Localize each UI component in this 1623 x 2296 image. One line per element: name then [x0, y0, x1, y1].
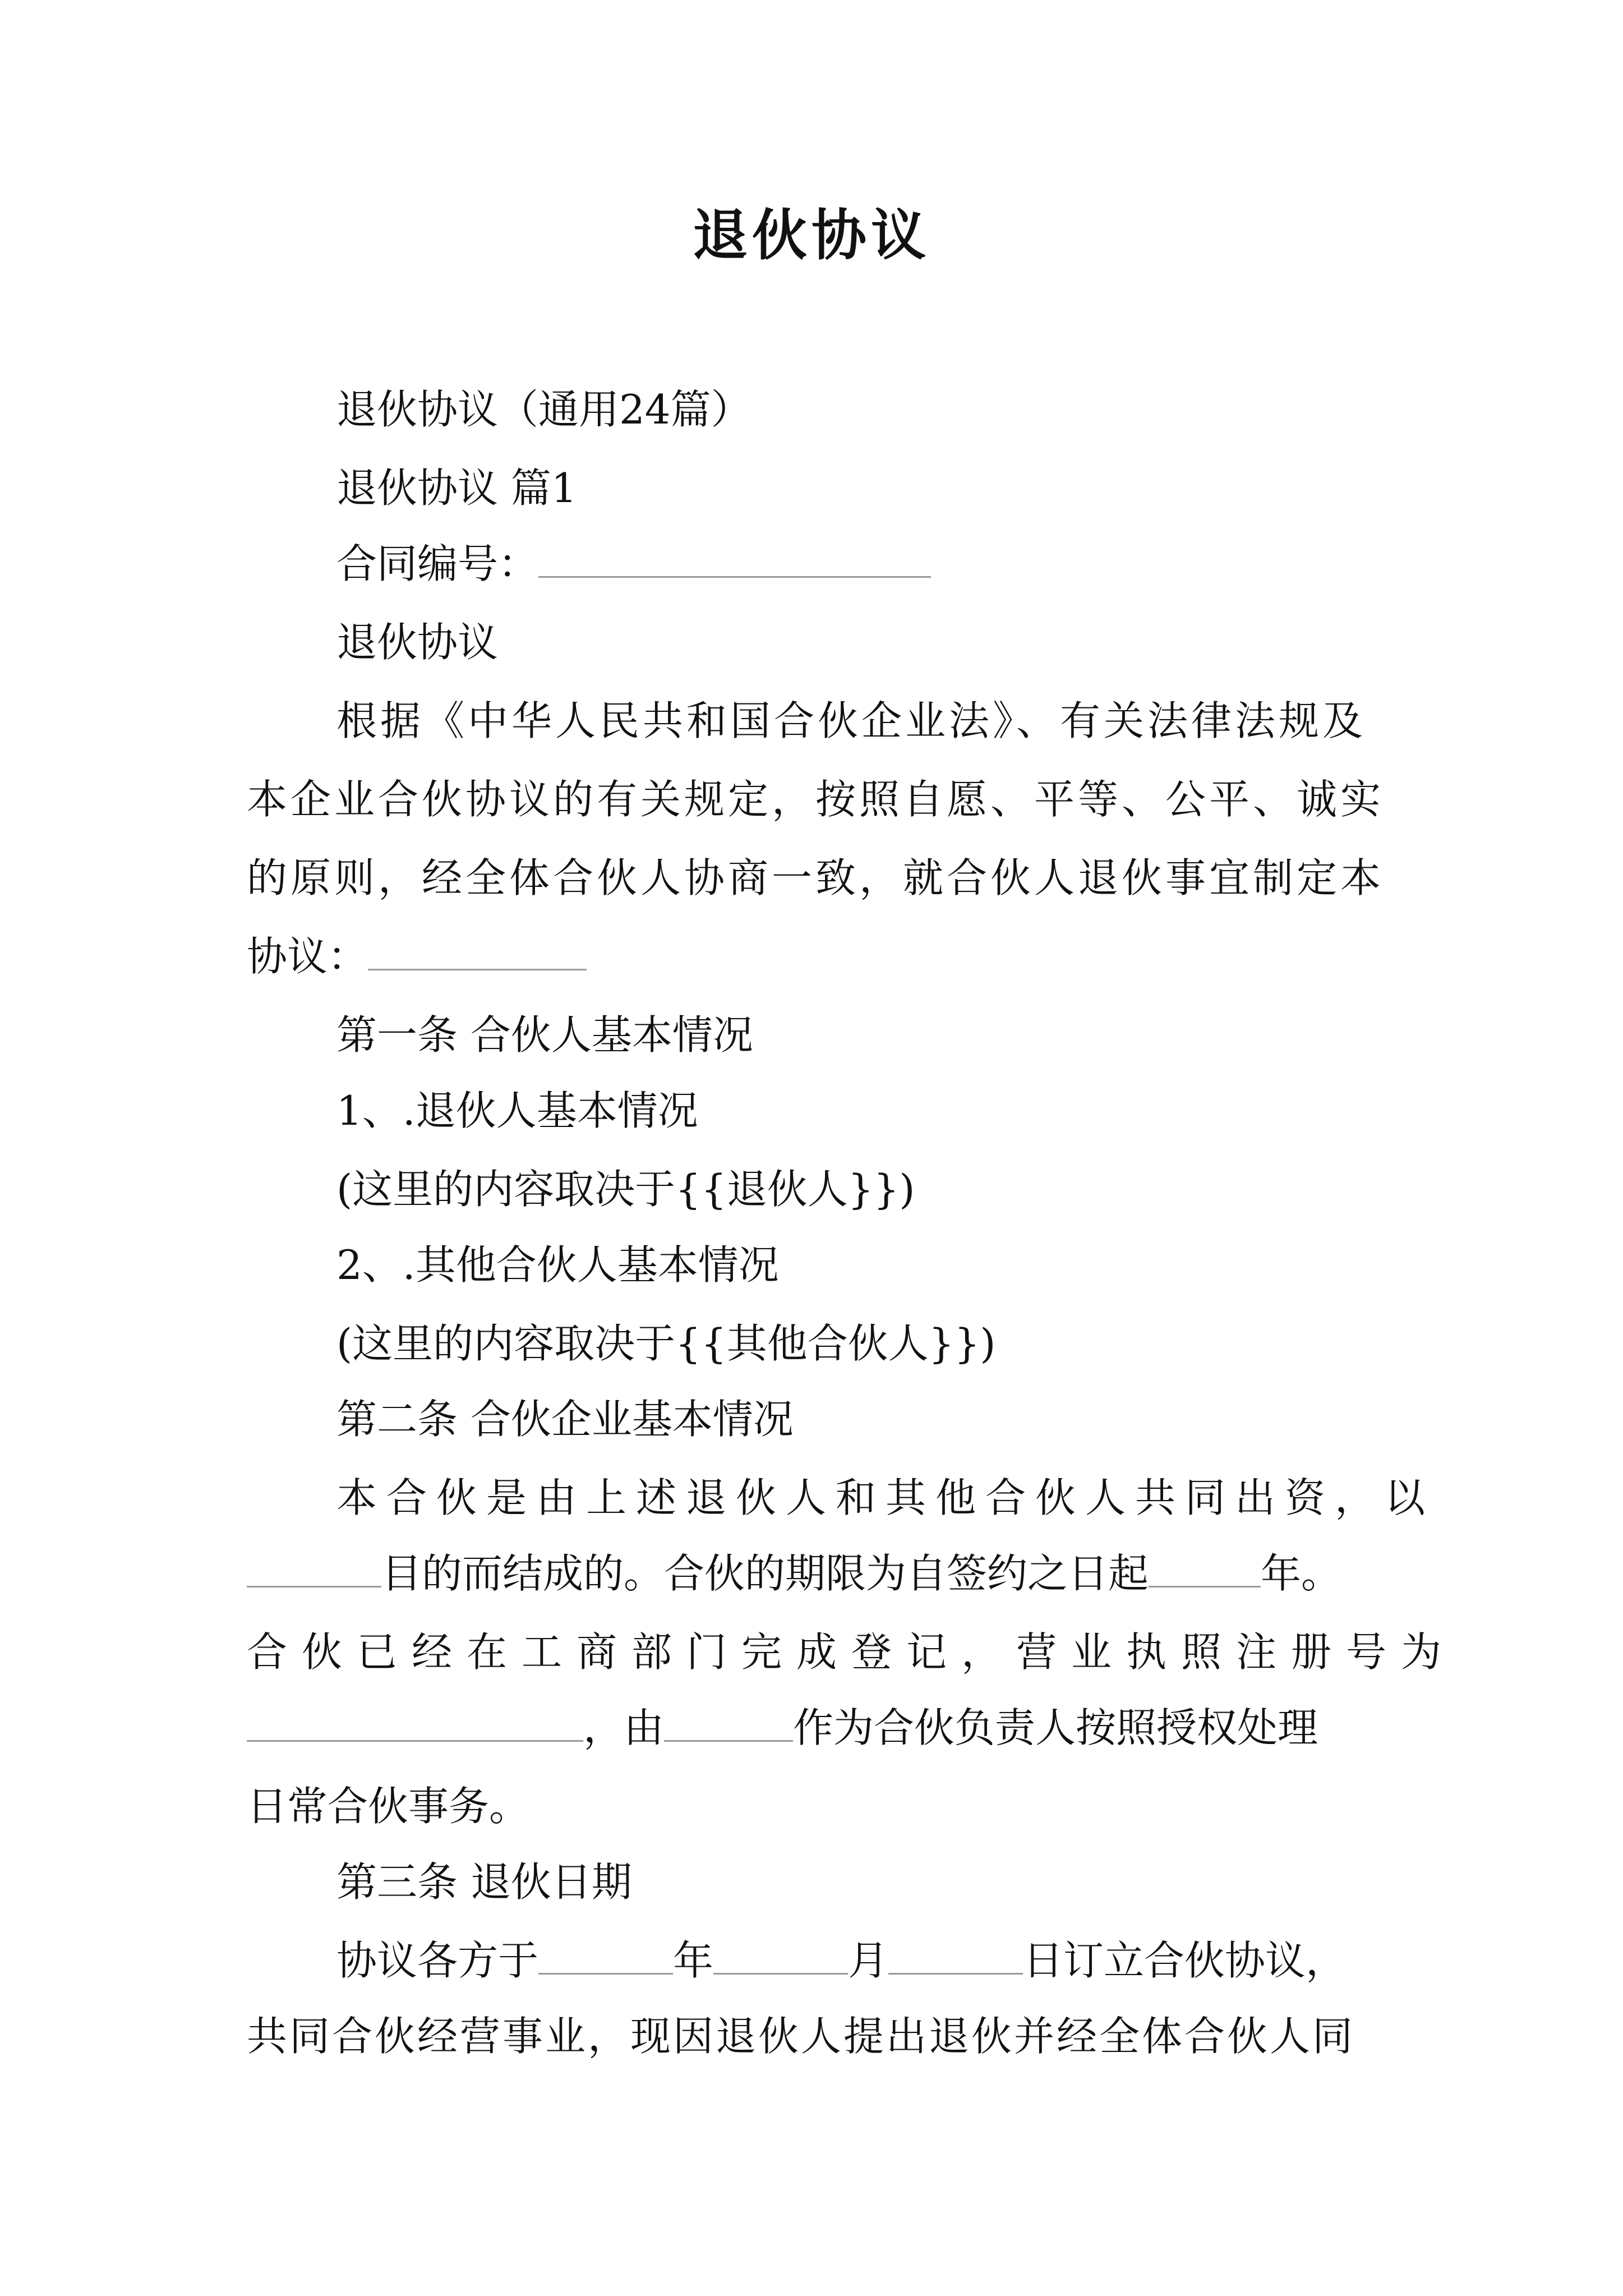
purpose-blank — [247, 1547, 381, 1588]
document-title: 退伙协议 — [692, 204, 930, 268]
document-subtitle: 退伙协议（通用24篇） — [336, 386, 751, 433]
agreement-name: 退伙协议 — [336, 619, 499, 666]
article-2-line-2 — [247, 1545, 1341, 1602]
article-3-line-1-text-b: 年 — [673, 1937, 714, 1984]
contract-number-blank — [538, 537, 931, 578]
article-3-line-1 — [336, 1932, 1346, 1989]
article-3-line-1-text-d: 日订立合伙协议， — [1023, 1937, 1347, 1984]
article-3-line-1-text-c: 月 — [848, 1937, 889, 1984]
year-blank — [538, 1934, 673, 1975]
day-blank — [888, 1934, 1023, 1975]
preamble-blank — [368, 930, 587, 970]
article-1-item-1-note: (这里的内容取决于{{退伙人}}) — [336, 1166, 915, 1213]
article-2-line-4-text-a: ，由 — [583, 1704, 665, 1751]
article-2-line-3: 合伙已经在工商部门完成登记，营业执照注册号为 — [247, 1628, 1456, 1676]
responsible-partner-blank — [664, 1701, 793, 1742]
contract-number-label: 合同编号： — [336, 540, 539, 587]
article-2-line-2-text-a: 目的而结成的。合伙的期限为自签约之日起 — [381, 1550, 1149, 1597]
article-1-item-2-note: (这里的内容取决于{{其他合伙人}}) — [336, 1320, 996, 1367]
article-1-item-1: 1、.退伙人基本情况 — [336, 1087, 698, 1134]
article-2-heading: 第二条 合伙企业基本情况 — [336, 1396, 794, 1443]
month-blank — [713, 1934, 848, 1975]
preamble-line-4 — [247, 928, 587, 984]
article-2-line-4-text-b: 作为合伙负责人按照授权处理 — [793, 1704, 1318, 1751]
preamble-line-2: 本企业合伙协议的有关规定，按照自愿、平等、公平、诚实 — [247, 776, 1385, 823]
registration-number-blank — [247, 1701, 583, 1742]
preamble-line-3: 的原则，经全体合伙人协商一致，就合伙人退伙事宜制定本 — [247, 854, 1385, 901]
preamble-line-4-text: 协议： — [247, 933, 368, 980]
contract-number-line — [336, 536, 931, 592]
article-2-line-4 — [247, 1700, 1318, 1756]
term-years-blank — [1149, 1547, 1261, 1588]
article-3-line-2: 共同合伙经营事业，现因退伙人提出退伙并经全体合伙人同 — [247, 2013, 1355, 2060]
article-3-line-1-text-a: 协议各方于 — [336, 1937, 539, 1984]
article-2-line-2-text-b: 年。 — [1261, 1550, 1342, 1597]
article-3-heading: 第三条 退伙日期 — [336, 1858, 632, 1906]
article-2-line-5: 日常合伙事务。 — [247, 1783, 530, 1830]
article-1-heading: 第一条 合伙人基本情况 — [336, 1011, 753, 1059]
section-heading: 退伙协议 篇1 — [336, 464, 577, 512]
article-1-item-2: 2、.其他合伙人基本情况 — [336, 1241, 779, 1289]
article-2-line-1: 本合伙是由上述退伙人和其他合伙人共同出资，以 — [336, 1474, 1435, 1521]
preamble-line-1: 根据《中华人民共和国合伙企业法》、有关法律法规及 — [336, 697, 1367, 744]
